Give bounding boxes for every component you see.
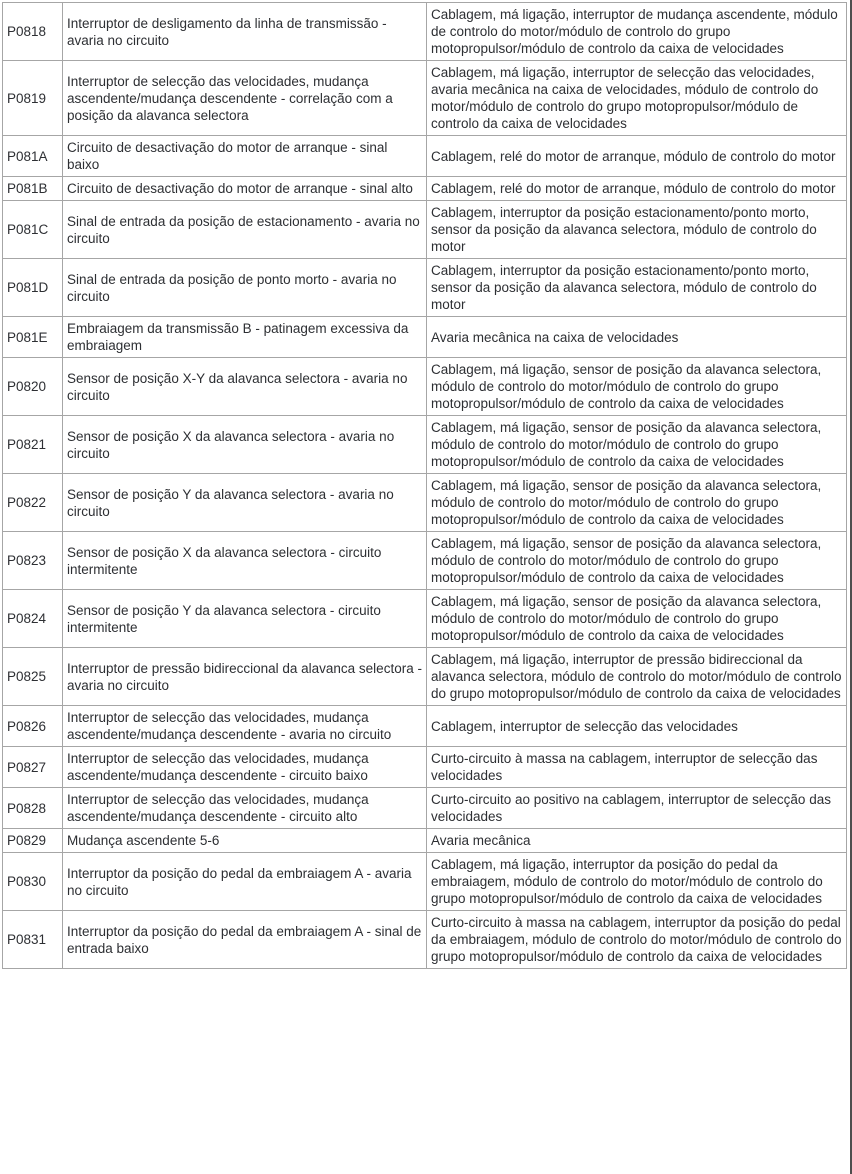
dtc-code-cell: P0831 — [3, 911, 63, 969]
dtc-causes-cell: Cablagem, interruptor de selecção das velocidades — [427, 706, 847, 747]
dtc-causes-cell: Curto-circuito à massa na cablagem, interruptor da posição do pedal da embraiagem, módulo de controlo do motor/módulo de controlo do grupo motopropulsor/módulo de controlo da caixa de velocidades — [427, 911, 847, 969]
dtc-description-cell: Sensor de posição Y da alavanca selectora - circuito intermitente — [63, 590, 427, 648]
table-row — [3, 259, 847, 317]
dtc-table-body — [3, 3, 847, 969]
dtc-description-cell: Mudança ascendente 5-6 — [63, 829, 427, 853]
dtc-causes-cell: Cablagem, relé do motor de arranque, módulo de controlo do motor — [427, 136, 847, 177]
table-row — [3, 358, 847, 416]
dtc-code-cell: P0825 — [3, 648, 63, 706]
table-row — [3, 474, 847, 532]
dtc-description-cell: Interruptor de selecção das velocidades, mudança ascendente/mudança descendente - circuito baixo — [63, 747, 427, 788]
dtc-description-cell: Interruptor de selecção das velocidades, mudança ascendente/mudança descendente - circuito alto — [63, 788, 427, 829]
dtc-causes-cell: Cablagem, má ligação, interruptor de selecção das velocidades, avaria mecânica na caixa de velocidades, módulo de controlo do motor/módulo de controlo do grupo motopropulsor/módulo de controlo da caixa de velocidades — [427, 61, 847, 136]
table-row — [3, 788, 847, 829]
dtc-code-cell: P081D — [3, 259, 63, 317]
dtc-description-cell: Sensor de posição Y da alavanca selectora - avaria no circuito — [63, 474, 427, 532]
table-row — [3, 853, 847, 911]
dtc-causes-cell: Avaria mecânica na caixa de velocidades — [427, 317, 847, 358]
dtc-code-cell: P081B — [3, 177, 63, 201]
dtc-description-cell: Interruptor de desligamento da linha de transmissão - avaria no circuito — [63, 3, 427, 61]
dtc-causes-cell: Curto-circuito ao positivo na cablagem, interruptor de selecção das velocidades — [427, 788, 847, 829]
dtc-description-cell: Sensor de posição X da alavanca selectora - circuito intermitente — [63, 532, 427, 590]
dtc-code-cell: P0828 — [3, 788, 63, 829]
dtc-description-cell: Sensor de posição X da alavanca selectora - avaria no circuito — [63, 416, 427, 474]
dtc-causes-cell: Cablagem, interruptor da posição estacionamento/ponto morto, sensor da posição da alavanca selectora, módulo de controlo do motor — [427, 201, 847, 259]
dtc-causes-cell: Cablagem, má ligação, sensor de posição da alavanca selectora, módulo de controlo do motor/módulo de controlo do grupo motopropulsor/módulo de controlo da caixa de velocidades — [427, 358, 847, 416]
dtc-description-cell: Interruptor de selecção das velocidades, mudança ascendente/mudança descendente - avaria no circuito — [63, 706, 427, 747]
dtc-causes-cell: Cablagem, má ligação, interruptor de mudança ascendente, módulo de controlo do motor/módulo de controlo do grupo motopropulsor/módulo de controlo da caixa de velocidades — [427, 3, 847, 61]
dtc-causes-cell: Cablagem, má ligação, sensor de posição da alavanca selectora, módulo de controlo do motor/módulo de controlo do grupo motopropulsor/módulo de controlo da caixa de velocidades — [427, 590, 847, 648]
dtc-causes-cell: Cablagem, má ligação, interruptor de pressão bidireccional da alavanca selectora, módulo de controlo do motor/módulo de controlo do grupo motopropulsor/módulo de controlo da caixa de velocidades — [427, 648, 847, 706]
dtc-causes-cell: Cablagem, má ligação, interruptor da posição do pedal da embraiagem, módulo de controlo do motor/módulo de controlo do grupo motopropulsor/módulo de controlo da caixa de velocidades — [427, 853, 847, 911]
table-row — [3, 136, 847, 177]
dtc-code-cell: P0819 — [3, 61, 63, 136]
dtc-description-cell: Interruptor de selecção das velocidades, mudança ascendente/mudança descendente - correlação com a posição da alavanca selectora — [63, 61, 427, 136]
table-row — [3, 747, 847, 788]
dtc-causes-cell: Cablagem, relé do motor de arranque, módulo de controlo do motor — [427, 177, 847, 201]
table-row — [3, 317, 847, 358]
dtc-code-cell: P0818 — [3, 3, 63, 61]
dtc-table — [2, 2, 847, 969]
table-row — [3, 3, 847, 61]
dtc-description-cell: Interruptor da posição do pedal da embraiagem A - avaria no circuito — [63, 853, 427, 911]
dtc-causes-cell: Avaria mecânica — [427, 829, 847, 853]
dtc-code-cell: P081A — [3, 136, 63, 177]
dtc-causes-cell: Curto-circuito à massa na cablagem, interruptor de selecção das velocidades — [427, 747, 847, 788]
dtc-description-cell: Interruptor da posição do pedal da embraiagem A - sinal de entrada baixo — [63, 911, 427, 969]
table-row — [3, 706, 847, 747]
table-row — [3, 829, 847, 853]
table-row — [3, 201, 847, 259]
table-row — [3, 590, 847, 648]
dtc-code-cell: P081C — [3, 201, 63, 259]
dtc-code-cell: P0826 — [3, 706, 63, 747]
dtc-description-cell: Embraiagem da transmissão B - patinagem excessiva da embraiagem — [63, 317, 427, 358]
dtc-causes-cell: Cablagem, má ligação, sensor de posição da alavanca selectora, módulo de controlo do motor/módulo de controlo do grupo motopropulsor/módulo de controlo da caixa de velocidades — [427, 532, 847, 590]
dtc-code-cell: P0827 — [3, 747, 63, 788]
table-row — [3, 911, 847, 969]
dtc-code-cell: P0821 — [3, 416, 63, 474]
dtc-code-cell: P081E — [3, 317, 63, 358]
dtc-causes-cell: Cablagem, interruptor da posição estacionamento/ponto morto, sensor da posição da alavanca selectora, módulo de controlo do motor — [427, 259, 847, 317]
dtc-code-cell: P0829 — [3, 829, 63, 853]
table-row — [3, 177, 847, 201]
dtc-description-cell: Sinal de entrada da posição de ponto morto - avaria no circuito — [63, 259, 427, 317]
dtc-code-cell: P0824 — [3, 590, 63, 648]
dtc-description-cell: Circuito de desactivação do motor de arranque - sinal alto — [63, 177, 427, 201]
table-row — [3, 416, 847, 474]
dtc-causes-cell: Cablagem, má ligação, sensor de posição da alavanca selectora, módulo de controlo do motor/módulo de controlo do grupo motopropulsor/módulo de controlo da caixa de velocidades — [427, 474, 847, 532]
dtc-description-cell: Interruptor de pressão bidireccional da alavanca selectora - avaria no circuito — [63, 648, 427, 706]
dtc-code-cell: P0822 — [3, 474, 63, 532]
table-row — [3, 648, 847, 706]
table-row — [3, 532, 847, 590]
dtc-description-cell: Sinal de entrada da posição de estacionamento - avaria no circuito — [63, 201, 427, 259]
dtc-causes-cell: Cablagem, má ligação, sensor de posição da alavanca selectora, módulo de controlo do motor/módulo de controlo do grupo motopropulsor/módulo de controlo da caixa de velocidades — [427, 416, 847, 474]
dtc-code-cell: P0820 — [3, 358, 63, 416]
dtc-code-cell: P0830 — [3, 853, 63, 911]
dtc-description-cell: Circuito de desactivação do motor de arranque - sinal baixo — [63, 136, 427, 177]
dtc-code-cell: P0823 — [3, 532, 63, 590]
table-row — [3, 61, 847, 136]
dtc-description-cell: Sensor de posição X-Y da alavanca selectora - avaria no circuito — [63, 358, 427, 416]
